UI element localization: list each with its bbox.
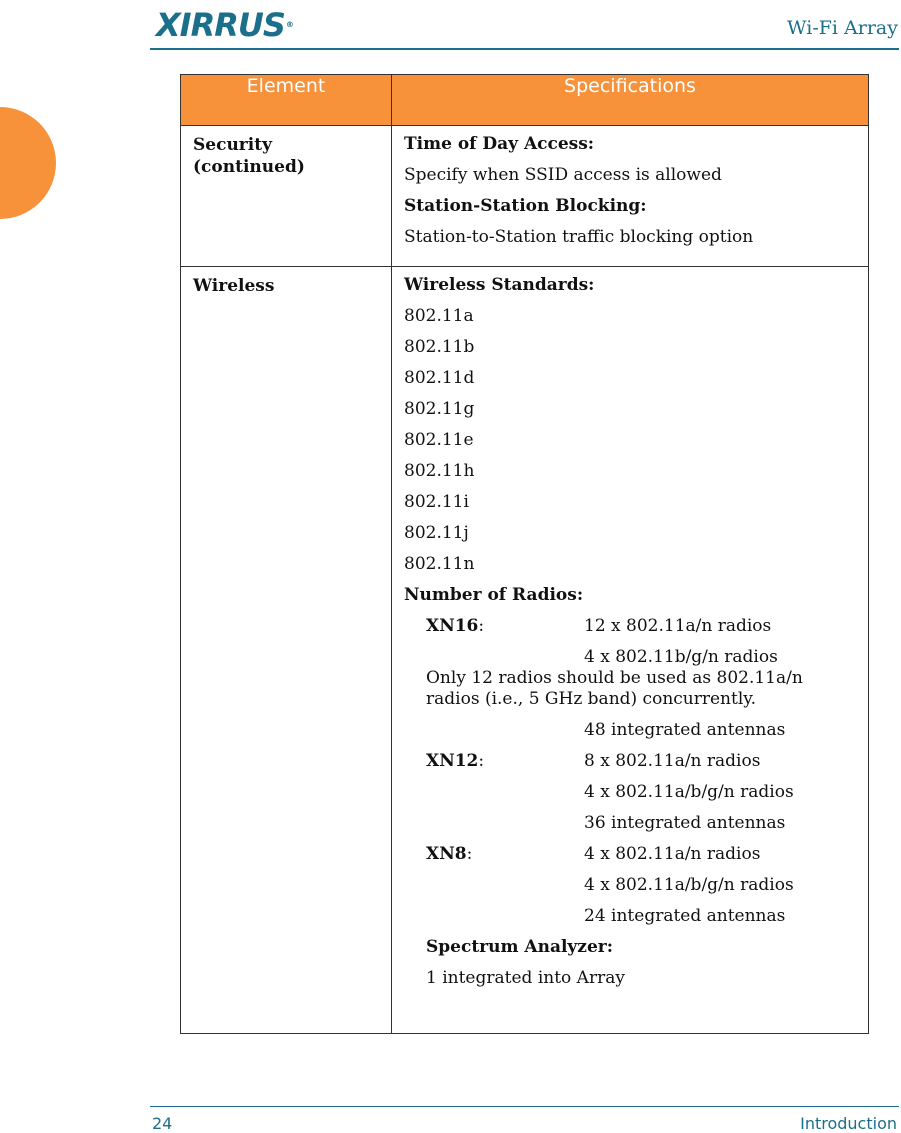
element-cell-security <box>181 126 392 267</box>
standard-item: 802.11e <box>404 430 474 450</box>
radio-row <box>404 875 856 896</box>
header-rule <box>150 48 899 50</box>
spec-cell-security <box>392 126 869 267</box>
standard-item: 802.11d <box>404 368 475 388</box>
radio-spec: 8 x 802.11a/n radios <box>584 751 761 771</box>
radio-spec: 24 integrated antennas <box>584 906 786 926</box>
spec-title-wireless-standards: Wireless Standards: <box>404 275 595 295</box>
model-label-xn12: XN12: <box>426 751 485 771</box>
standard-item: 802.11n <box>404 554 475 574</box>
footer-section: Introduction <box>800 1114 897 1133</box>
radio-spec: 48 integrated antennas <box>584 720 786 740</box>
spec-title-number-of-radios: Number of Radios: <box>404 585 584 605</box>
radio-row <box>404 906 856 927</box>
radio-row <box>404 720 856 741</box>
chapter-tab-marker <box>0 107 56 219</box>
radio-spec: 4 x 802.11a/b/g/n radios <box>584 875 794 895</box>
table-row-security <box>181 126 869 267</box>
radio-row <box>404 647 856 668</box>
footer-rule <box>150 1106 899 1107</box>
radio-row-xn8 <box>404 844 856 865</box>
header-title: Wi-Fi Array <box>787 17 898 39</box>
standard-item: 802.11a <box>404 306 474 326</box>
radio-spec: 12 x 802.11a/n radios <box>584 616 772 636</box>
table-row-wireless <box>181 267 869 1034</box>
radio-note: Only 12 radios should be used as 802.11a/n radios (i.e., 5 GHz band) concurrently. <box>426 668 803 709</box>
radio-row <box>404 813 856 834</box>
spec-title-station-blocking: Station-Station Blocking: <box>404 196 647 216</box>
radio-spec: 36 integrated antennas <box>584 813 786 833</box>
radio-row-xn16 <box>404 616 856 637</box>
page-number: 24 <box>152 1114 173 1133</box>
xirrus-logo: XIRRUS® <box>156 6 293 44</box>
radio-spec: 4 x 802.11b/g/n radios <box>584 647 778 667</box>
radio-spec: 4 x 802.11a/b/g/n radios <box>584 782 794 802</box>
column-header-element: Element <box>181 75 392 126</box>
radio-row <box>404 782 856 803</box>
element-label-sub: (continued) <box>193 157 305 177</box>
radio-spec: 4 x 802.11a/n radios <box>584 844 761 864</box>
model-label-xn8: XN8: <box>426 844 473 864</box>
element-label: Security <box>193 135 272 155</box>
standard-item: 802.11j <box>404 523 469 543</box>
standard-item: 802.11b <box>404 337 475 357</box>
column-header-specifications: Specifications <box>392 75 869 126</box>
element-label: Wireless <box>193 276 275 296</box>
standard-item: 802.11i <box>404 492 469 512</box>
element-cell-wireless <box>181 267 392 1034</box>
spec-table <box>180 74 869 1034</box>
table-header-row <box>181 75 869 126</box>
model-label-xn16: XN16: <box>426 616 485 636</box>
spec-text: Station-to-Station traffic blocking option <box>404 227 754 247</box>
spec-title-time-of-day: Time of Day Access: <box>404 134 595 154</box>
standard-item: 802.11h <box>404 461 475 481</box>
radio-row-xn12 <box>404 751 856 772</box>
spec-title-spectrum-analyzer: Spectrum Analyzer: <box>426 937 614 957</box>
spec-cell-wireless <box>392 267 869 1034</box>
standard-item: 802.11g <box>404 399 475 419</box>
spec-text: 1 integrated into Array <box>426 968 625 988</box>
spec-text: Specify when SSID access is allowed <box>404 165 722 185</box>
